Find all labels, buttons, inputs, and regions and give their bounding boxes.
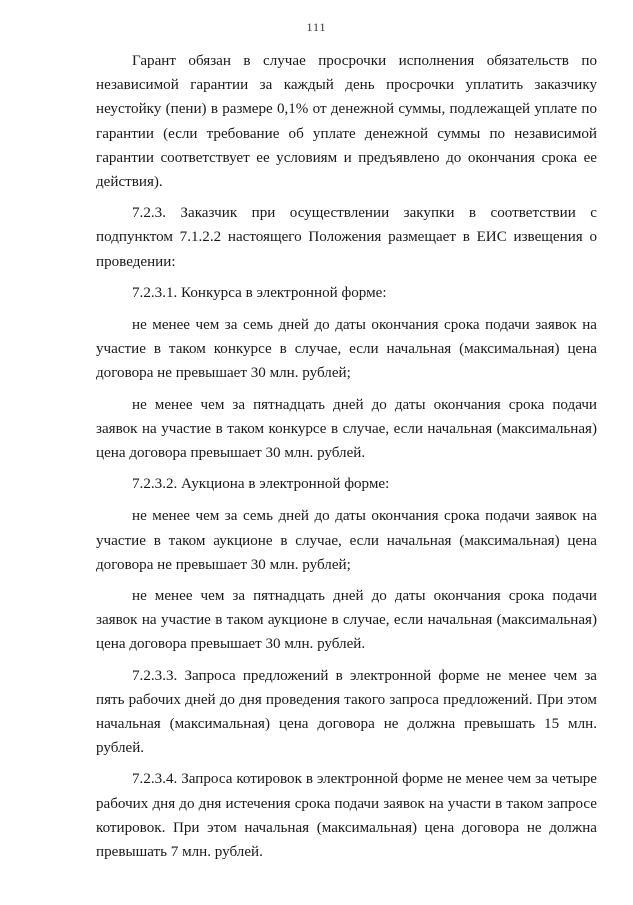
paragraph-7-2-3: 7.2.3. Заказчик при осуществлении закупки в соответствии с подпунктом 7.1.2.2 настоящего Положения размещает в ЕИС извещения о проведении: <box>96 205 597 270</box>
paragraph-7-2-3-1-heading: 7.2.3.1. Конкурса в электронной форме: <box>132 284 387 301</box>
paragraph-7-2-3-2-item-1: не менее чем за семь дней до даты окончания срока подачи заявок на участие в таком аукционе в случае, если начальная (максимальная) цена договора не превышает 30 млн. рублей; <box>96 508 597 573</box>
paragraph-7-2-3-1-item-2: не менее чем за пятнадцать дней до даты окончания срока подачи заявок на участие в таком конкурсе в случае, если начальная (максимальная) цена договора превышает 30 млн. рублей. <box>96 396 597 462</box>
paragraph-guarantor-penalty: Гарант обязан в случае просрочки исполнения обязательств по независимой гарантии за каждый день просрочки уплатить заказчику неустойку (пени) в размере 0,1% от денежной суммы, подлежащей уплате по гарантии (если требование об уплате денежной суммы по независимой гарантии соответствует ее условиям и предъявлено до окончания срока ее действия). <box>96 53 597 191</box>
page-number: 111 <box>306 20 327 34</box>
paragraph-7-2-3-3: 7.2.3.3. Запроса предложений в электронной форме не менее чем за пять рабочих дней до дня проведения такого запроса предложений. При этом начальная (максимальная) цена договора не должна превышать 15 млн. рублей. <box>96 667 597 757</box>
document-body <box>96 49 597 864</box>
paragraph-7-2-3-1-item-1: не менее чем за семь дней до даты окончания срока подачи заявок на участие в таком конкурсе в случае, если начальная (максимальная) цена договора не превышает 30 млн. рублей; <box>96 317 597 382</box>
paragraph-7-2-3-2-item-2: не менее чем за пятнадцать дней до даты окончания срока подачи заявок на участие в таком аукционе в случае, если начальная (максимальная) цена договора превышает 30 млн. рублей. <box>96 588 597 653</box>
paragraph-7-2-3-4: 7.2.3.4. Запроса котировок в электронной форме не менее чем за четыре рабочих дня до дня истечения срока подачи заявок на участи в таком запросе котировок. При этом начальная (максимальная) цена договора не должна превышать 7 млн. рублей. <box>96 771 597 861</box>
paragraph-7-2-3-2-heading: 7.2.3.2. Аукциона в электронной форме: <box>132 476 390 493</box>
